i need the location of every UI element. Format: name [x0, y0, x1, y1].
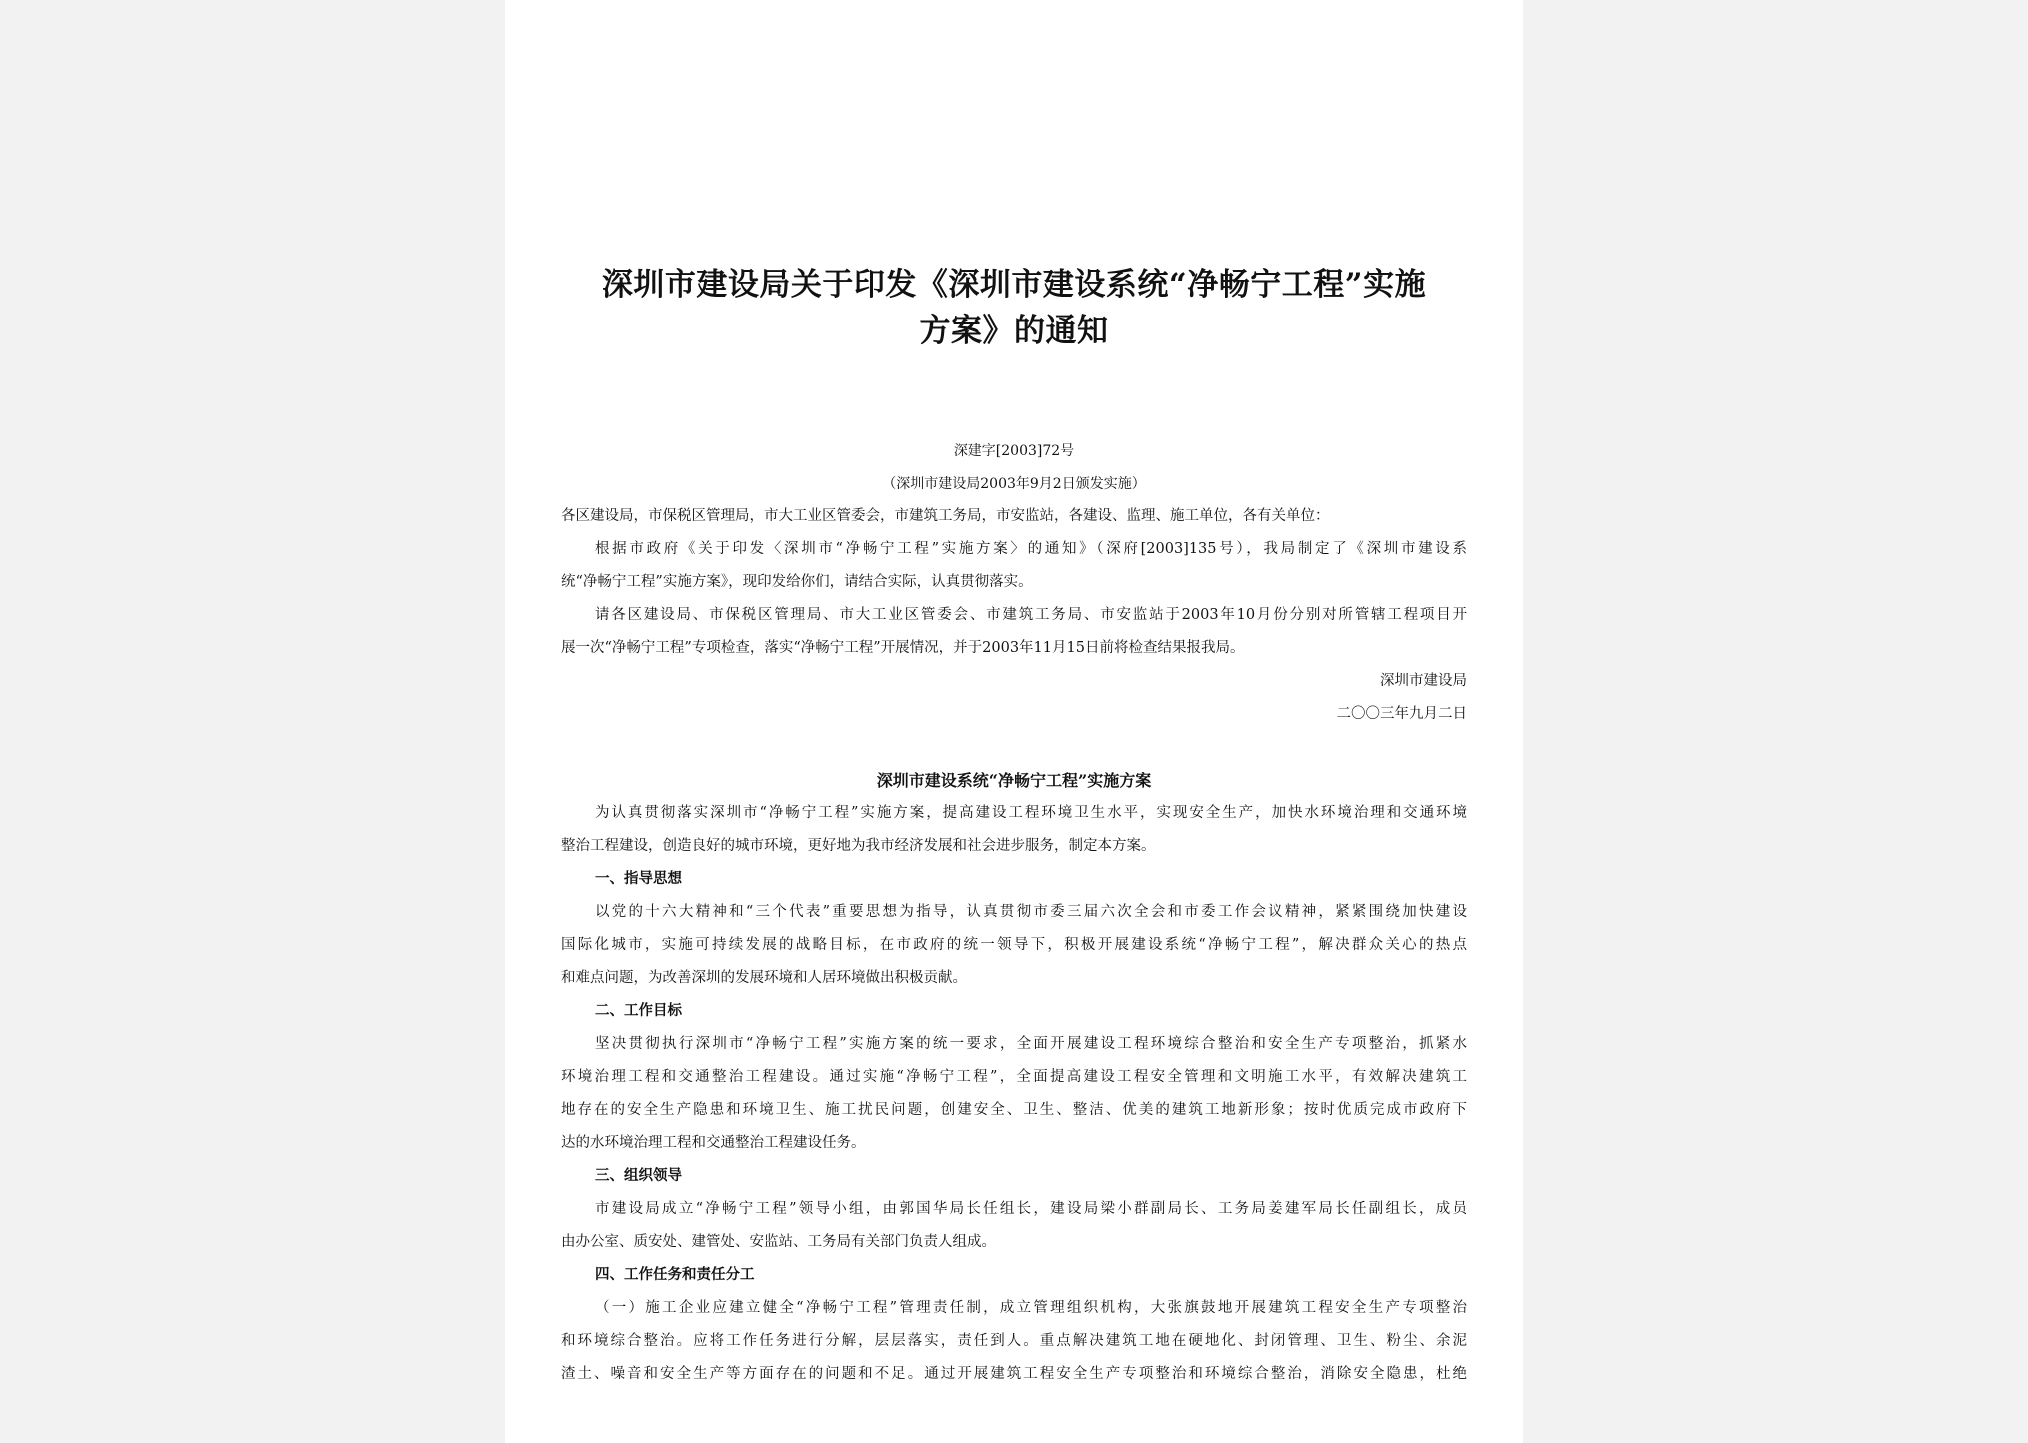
- document-number: 深建字[2003]72号: [953, 443, 1075, 459]
- document-title: 深圳市建设局关于印发《深圳市建设系统“净畅宁工程”实施方案》的通知: [601, 267, 1427, 349]
- plan-paragraph-line: 和难点问题，为改善深圳的发展环境和人居环境做出积极贡献。: [561, 970, 967, 986]
- plan-heading: 二、工作目标: [595, 1002, 682, 1019]
- plan-paragraph-line: 坚决贯彻执行深圳市“净畅宁工程”实施方案的统一要求，全面开展建设工程环境综合整治和安全生产专项整治，抓紧水: [595, 1036, 1467, 1052]
- plan-paragraph-line: 达的水环境治理工程和交通整治工程建设任务。: [561, 1135, 866, 1151]
- plan-paragraph-line: 国际化城市，实施可持续发展的战略目标，在市政府的统一领导下，积极开展建设系统“净畅宁工程”，解决群众关心的热点: [561, 937, 1467, 953]
- plan-paragraph-line: 市建设局成立“净畅宁工程”领导小组，由郭国华局长任组长，建设局梁小群副局长、工务局姜建军局长任副组长，成员: [595, 1201, 1467, 1217]
- plan-heading: 一、指导思想: [595, 870, 682, 887]
- plan-paragraph-line: 整治工程建设，创造良好的城市环境，更好地为我市经济发展和社会进步服务，制定本方案。: [561, 838, 1156, 854]
- signature-date: 二〇〇三年九月二日: [1336, 706, 1467, 722]
- notice-paragraph-line: 根据市政府《关于印发〈深圳市“净畅宁工程”实施方案〉的通知》（深府[2003]135号），我局制定了《深圳市建设系: [595, 541, 1467, 557]
- plan-paragraph-line: 渣土、噪音和安全生产等方面存在的问题和不足。通过开展建筑工程安全生产专项整治和环境综合整治，消除安全隐患，杜绝: [561, 1366, 1467, 1382]
- plan-paragraph-line: 和环境综合整治。应将工作任务进行分解，层层落实，责任到人。重点解决建筑工地在硬地化、封闭管理、卫生、粉尘、余泥: [561, 1333, 1467, 1349]
- plan-paragraph-line: 以党的十六大精神和“三个代表”重要思想为指导，认真贯彻市委三届六次全会和市委工作会议精神，紧紧围绕加快建设: [595, 904, 1467, 920]
- plan-title: 深圳市建设系统“净畅宁工程”实施方案: [876, 771, 1152, 790]
- document-issued-note: （深圳市建设局2003年9月2日颁发实施）: [882, 476, 1146, 492]
- plan-paragraph-line: 地存在的安全生产隐患和环境卫生、施工扰民问题，创建安全、卫生、整洁、优美的建筑工地新形象；按时优质完成市政府下: [561, 1102, 1467, 1118]
- notice-paragraph-line: 统“净畅宁工程”实施方案》，现印发给你们，请结合实际，认真贯彻落实。: [561, 574, 1033, 590]
- document-page: [505, 0, 1523, 1443]
- plan-paragraph-line: 为认真贯彻落实深圳市“净畅宁工程”实施方案，提高建设工程环境卫生水平，实现安全生产，加快水环境治理和交通环境: [595, 805, 1467, 821]
- signatory: 深圳市建设局: [1380, 673, 1467, 689]
- plan-paragraph-line: 环境治理工程和交通整治工程建设。通过实施“净畅宁工程”，全面提高建设工程安全管理和文明施工水平，有效解决建筑工: [561, 1069, 1467, 1085]
- notice-paragraph-line: 展一次“净畅宁工程”专项检查，落实“净畅宁工程”开展情况，并于2003年11月15日前将检查结果报我局。: [561, 640, 1245, 656]
- plan-heading: 四、工作任务和责任分工: [595, 1266, 755, 1283]
- plan-paragraph-line: （一）施工企业应建立健全“净畅宁工程”管理责任制，成立管理组织机构，大张旗鼓地开展建筑工程安全生产专项整治: [595, 1300, 1467, 1316]
- plan-heading: 三、组织领导: [595, 1167, 682, 1184]
- plan-paragraph-line: 由办公室、质安处、建管处、安监站、工务局有关部门负责人组成。: [561, 1234, 996, 1250]
- notice-recipients: 各区建设局，市保税区管理局，市大工业区管委会，市建筑工务局，市安监站，各建设、监理、施工单位，各有关单位：: [561, 508, 1330, 524]
- notice-paragraph-line: 请各区建设局、市保税区管理局、市大工业区管委会、市建筑工务局、市安监站于2003年10月份分别对所管辖工程项目开: [595, 607, 1467, 623]
